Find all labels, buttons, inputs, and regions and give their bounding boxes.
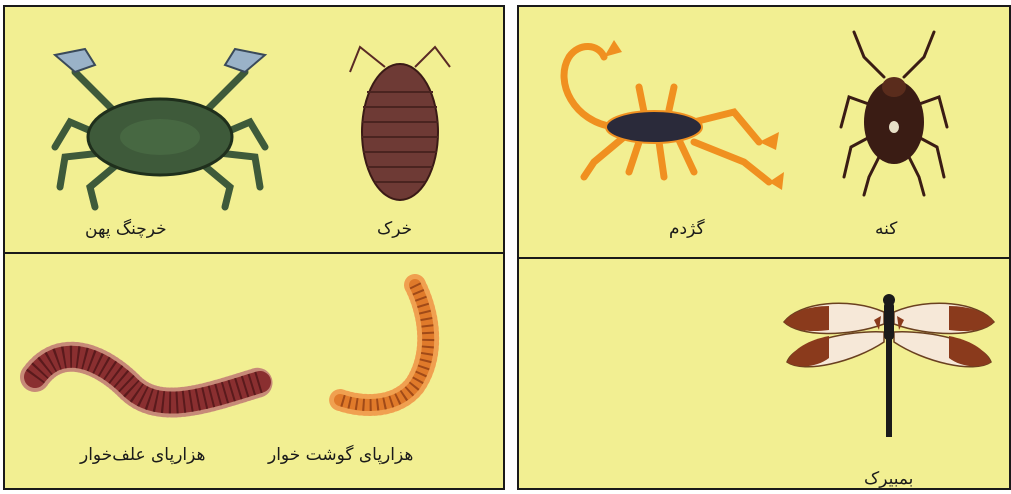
woodlouse-label: خرک bbox=[377, 219, 413, 239]
scorpion-label: گژدم bbox=[669, 219, 705, 239]
millipede-illustration bbox=[20, 337, 280, 427]
millipede-label: هزارپای علف‌خوار bbox=[80, 445, 206, 465]
centipede-label: هزارپای گوشت خوار bbox=[268, 445, 414, 465]
right-panel-divider bbox=[519, 257, 1009, 259]
crab-illustration bbox=[35, 37, 285, 212]
tick-illustration bbox=[839, 27, 949, 197]
woodlouse-illustration bbox=[345, 42, 455, 202]
dragonfly-label: بمبیرک bbox=[864, 469, 914, 489]
scorpion-illustration bbox=[544, 32, 784, 197]
right-panel bbox=[517, 5, 1011, 490]
left-panel-divider bbox=[5, 252, 503, 254]
tick-label: کنه bbox=[875, 219, 898, 239]
crab-label: خرچنگ پهن bbox=[85, 219, 167, 239]
left-panel bbox=[3, 5, 505, 490]
dragonfly-illustration bbox=[769, 292, 1009, 442]
centipede-illustration bbox=[315, 275, 455, 430]
